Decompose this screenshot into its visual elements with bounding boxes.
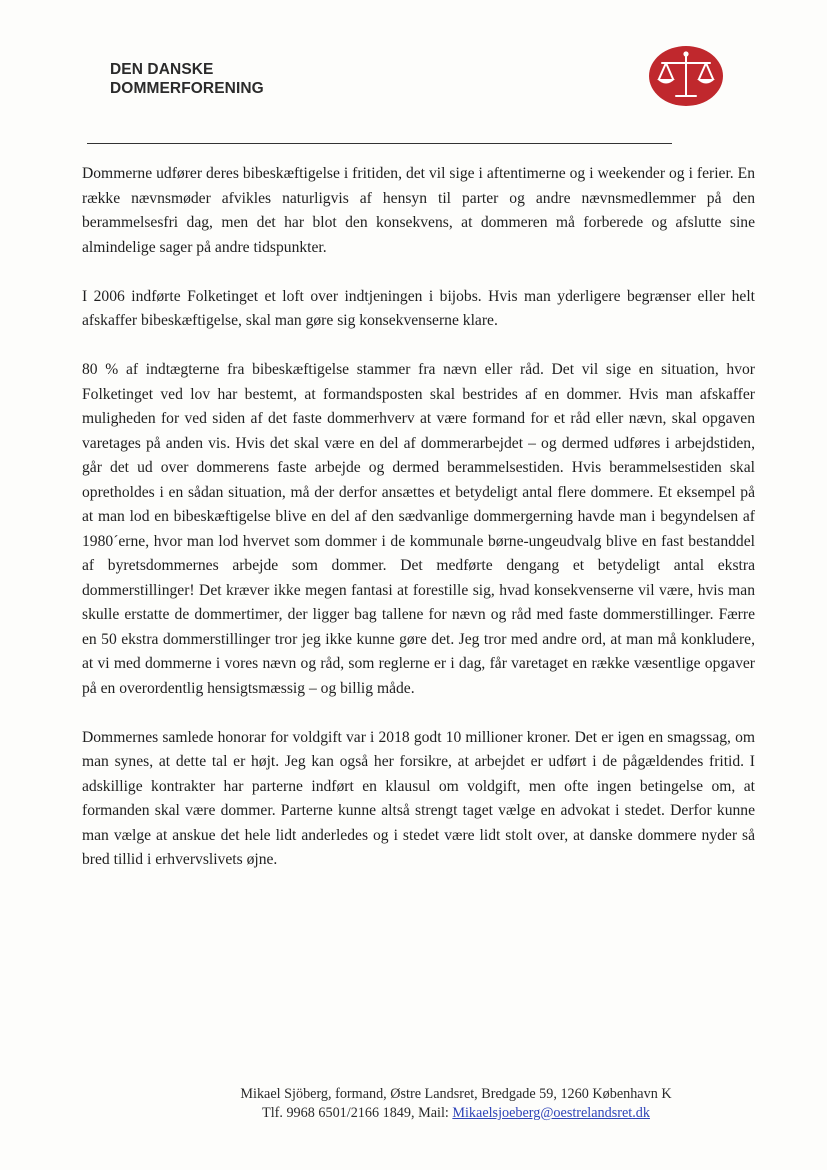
footer-address: Mikael Sjöberg, formand, Østre Landsret, Bredgade 59, 1260 København K: [240, 1086, 672, 1102]
paragraph-2: I 2006 indførte Folketinget et loft over indtjeningen i bijobs. Hvis man yderligere begrænser eller helt afskaffer bibeskæftigelse, skal man gøre sig konsekvenserne klare.: [82, 287, 755, 329]
organization-name-line1: DEN DANSKE: [110, 61, 214, 78]
paragraph-3: 80 % af indtægterne fra bibeskæftigelse stammer fra nævn eller råd. Det vil sige en situation, hvor Folketinget ved lov har bestemt, at formandsposten skal bestrides af en dommer. Hvis man afskaffer muligheden for ved siden af det faste dommerhverv at være formand for et råd eller nævn, skal opgaven varetages på anden vis. Hvis det skal være en del af dommerarbejdet – og dermed udføres i arbejdstiden, går det ud over dommerens faste arbejde og dermed berammelsestiden. Hvis berammelsestiden skal opretholdes i en sådan situation, må der derfor ansættes et betydeligt antal flere dommere. Et eksempel på at man lod en bibeskæftigelse blive en del af den sædvanlige dommergerning havde man i begyndelsen af 1980´erne, hvor man lod hvervet som dommer i de kommunale børne-ungeudvalg blive en fast bestanddel af byretsdommernes arbejde som dommer. Det medførte dengang et betydeligt antal ekstra dommerstillinger! Det kræver ikke megen fantasi at forestille sig, hvad konsekvenserne vil være, hvis man skulle erstatte de dommertimer, der ligger bag tallene for nævn og råd med faste dommerstillinger. Færre en 50 ekstra dommerstillinger tror jeg ikke kunne gøre det. Jeg tror med andre ord, at man må konkludere, at vi med dommerne i vores nævn og råd, som reglerne er i dag, får varetaget en række væsentlige opgaver på en overordentlig hensigtsmæssig – og billig måde.: [82, 361, 755, 697]
header-divider: [87, 143, 672, 144]
footer-phone: Tlf. 9968 6501/2166 1849, Mail:: [262, 1105, 453, 1121]
paragraph-4: Dommernes samlede honorar for voldgift var i 2018 godt 10 millioner kroner. Det er igen en smagssag, om man synes, at dette tal er højt. Jeg kan også her forsikre, at arbejdet er udført i de pågældendes fritid. I adskillige kontrakter har parterne indført en klausul om voldgift, men ofte ingen betingelse om, at formanden skal være dommer. Parterne kunne altså strengt taget vælge en advokat i stedet. Derfor kunne man vælge at anskue det hele lidt anderledes og i stedet være lidt stolt over, at danske dommere nyder så bred tillid i erhvervslivets øjne.: [82, 728, 755, 868]
email-link[interactable]: Mikaelsjoeberg@oestrelandsret.dk: [452, 1105, 650, 1121]
organization-name: [110, 60, 264, 98]
paragraph-1: Dommerne udfører deres bibeskæftigelse i fritiden, det vil sige i aftentimerne og i weekender og i ferier. En række nævnsmøder afvikles naturligvis af hensyn til parter og andre nævnsmedlemmer på den berammelsesfri dag, men det har blot den konsekvens, at dommeren må forberede og afslutte sine almindelige sager på andre tidspunkter.: [82, 165, 755, 256]
footer-contact: [0, 1104, 827, 1123]
letter-body: [82, 162, 755, 873]
organization-name-line2: DOMMERFORENING: [110, 80, 264, 97]
letter-footer: [0, 1085, 827, 1123]
scales-of-justice-icon: [648, 45, 724, 107]
